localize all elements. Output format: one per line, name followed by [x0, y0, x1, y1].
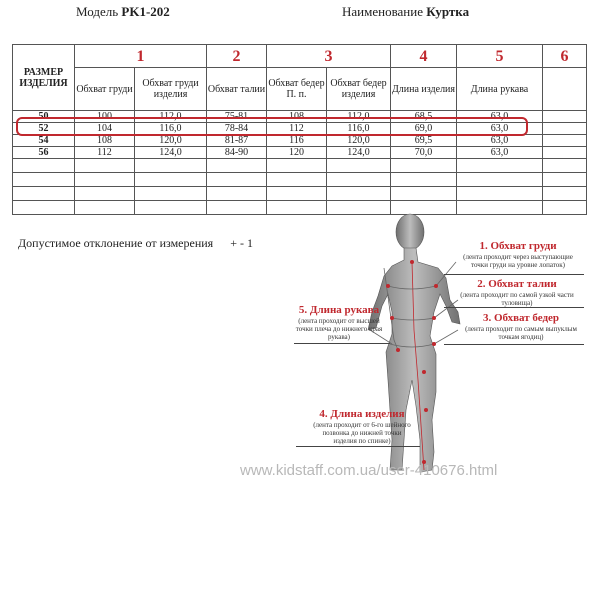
tolerance-value: + - 1 [230, 236, 253, 250]
measure-waist: 2. Обхват талии (лента проходит по самой узкой части туловища) [460, 278, 574, 307]
group-number: 3 [267, 45, 391, 68]
rule-line [444, 307, 584, 308]
column-header: Длина рукава [457, 68, 543, 111]
product-name-line: Наименование Куртка [342, 4, 470, 19]
table-row: 50 100 112,0 75-81 108 112,0 68,5 63,0 [13, 111, 587, 123]
rule-line [296, 446, 420, 447]
group-number: 5 [457, 45, 543, 68]
group-number: 2 [207, 45, 267, 68]
measure-sleeve: 5. Длина рукава (лента проходит от высшей точки плеча до нижнего края рукава) [295, 304, 383, 341]
watermark-url: www.kidstaff.com.ua/user-410676.html [240, 462, 498, 479]
group-number: 1 [75, 45, 207, 68]
column-header: Обхват бедер изделия [327, 68, 391, 111]
measure-chest: 1. Обхват груди (лента проходит через выступающие точки груди на уровне лопаток) [463, 240, 573, 269]
table-row: 54 108 120,0 81-87 116 120,0 69,5 63,0 [13, 135, 587, 147]
measure-length: 4. Длина изделия (лента проходит от 6-го шейного позвонка до нижней точки изделия по спинке) [313, 408, 411, 445]
model-line: Модель PK1-202 [76, 4, 170, 19]
product-name-value: Куртка [426, 4, 470, 19]
column-header: Обхват груди [75, 68, 135, 111]
column-header: Обхват талии [207, 68, 267, 111]
measure-hips: 3. Обхват бедер (лента проходит по самым выпуклым точкам ягодиц) [465, 312, 577, 341]
column-header: Обхват груди изделия [135, 68, 207, 111]
rule-line [294, 343, 390, 344]
table-row: 52 104 116,0 78-84 112 116,0 69,0 63,0 [13, 123, 587, 135]
rule-line [444, 344, 584, 345]
tolerance-note: Допустимое отклонение от измерения + - 1 [18, 236, 253, 250]
size-header: РАЗМЕР ИЗДЕЛИЯ [13, 45, 75, 111]
model-value: PK1-202 [121, 4, 170, 19]
rule-line [444, 274, 584, 275]
column-header: Длина изделия [391, 68, 457, 111]
table-row: 56 112 124,0 84-90 120 124,0 70,0 63,0 [13, 147, 587, 159]
column-header: Обхват бедер П. п. [267, 68, 327, 111]
group-number: 4 [391, 45, 457, 68]
group-number: 6 [543, 45, 587, 68]
